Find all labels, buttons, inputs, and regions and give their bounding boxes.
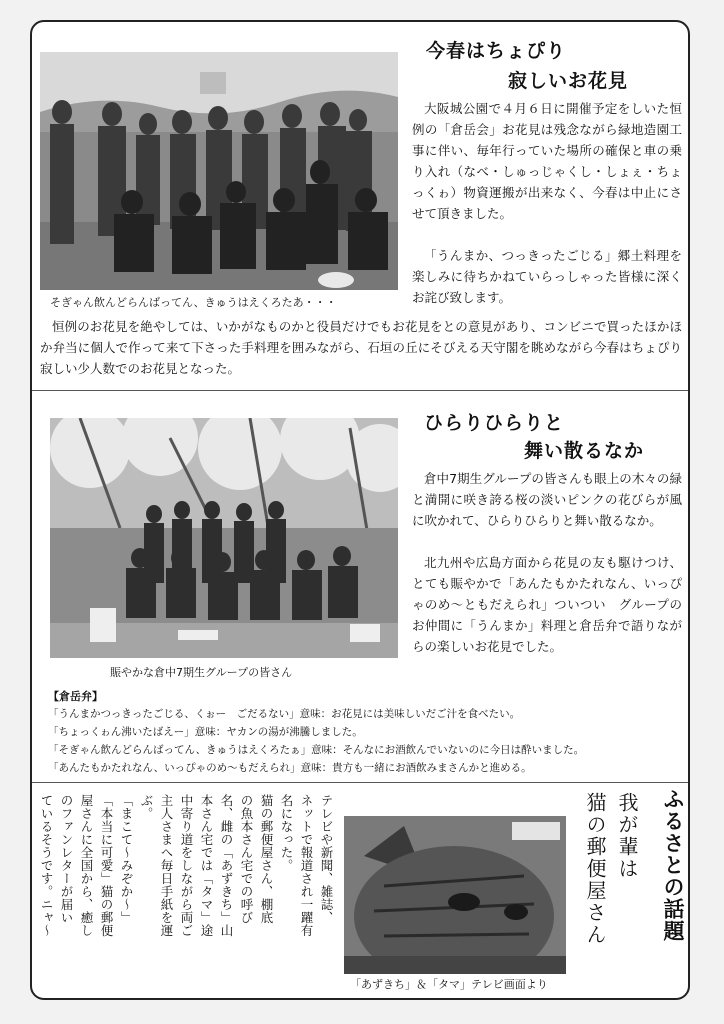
headline-line-1: 今春はちょぴり [426, 40, 567, 62]
feature-body-line: テレビや新聞、雑誌、 [319, 794, 334, 924]
glossary-line: 「そぎゃん飲んどらんばってん、きゅうはえくろたぁ」意味：そんなにお酒飲んでいないのに今日は酔いました。 [48, 744, 585, 756]
glossary-line: 「うんまかつっきったごじる、くぉー ごだるない」意味：お花見には美味しいだご汁を食べたい。 [48, 708, 521, 720]
feature-body-line: 猫の郵便屋さん、棚底 [259, 794, 274, 924]
feature-title-line-2: 猫の郵便屋さん [583, 792, 607, 946]
group-photo-osaka-castle [40, 52, 398, 290]
headline-line-2: 舞い散るなか [524, 440, 645, 462]
feature-body-line: 名、雌の「あずきち」山 [219, 794, 234, 937]
feature-body-line: の魚本さん宅での呼び [239, 794, 254, 924]
headline-line-1: ひらりひらりと [424, 412, 565, 434]
section-furusato [32, 782, 688, 1000]
photo-caption: 「あずきち」＆「タマ」テレビ画面より [350, 978, 548, 991]
feature-body-line: 中寄り道をしながら両ご [179, 794, 194, 937]
feature-body-line: 主人さまへ毎日手紙を運 [159, 794, 174, 937]
section-sakura [32, 392, 688, 780]
feature-body-line: 名になった。 [279, 794, 294, 872]
article-paragraph: 「うんまか、つっきったごじる」郷土料理を楽しみに待ちかねていらっしゃった皆様に深くお詫び致します。 [412, 248, 682, 305]
article-paragraph: 倉中7期生グループの皆さんも眼上の木々の緑と満開に咲き誇る桜の淡いピンクの花びらが風に吹かれて、ひらりひらりと舞い散るなか。 [412, 471, 682, 528]
newsletter-page [30, 20, 690, 1000]
cat-photo [344, 816, 566, 974]
group-photo-sakura [50, 418, 398, 658]
feature-body-line: 本さん宅では「タマ」途 [199, 794, 214, 937]
glossary-title: 【倉岳弁】 [48, 690, 103, 703]
section-ohanami [32, 22, 688, 390]
feature-body-line: のファンレターが届い [59, 794, 74, 924]
feature-body-line: 屋さんに全国から、癒し [79, 794, 94, 937]
glossary-line: 「あんたもかたれなん、いっぴゃのめ～もだえられ」意味：貴方も一緒にお酒飲みまさんかと進める。 [48, 762, 532, 774]
section-divider [32, 390, 688, 391]
article-paragraph: 大阪城公園で４月６日に開催予定をしいた恒例の「倉岳会」お花見は残念ながら緑地造園工事に伴い、毎年行っていた場所の確保と車の乗り入れ（なべ・しゅっじゃくし・しょぇ・ちょっくゎ）物資運搬が出来なく、今春は中止にさせて頂きました。 [412, 101, 682, 221]
feature-body-line: 「まこて～みぞか～」 [119, 794, 134, 924]
glossary-line: 「ちょっくゎん沸いたばえー」意味：ヤカンの湯が沸騰しました。 [48, 726, 363, 738]
feature-title-line-1: 我が輩は [615, 792, 639, 880]
article-paragraph: 恒例のお花見を絶やしては、いかがなものかと役員だけでもお花見をとの意見があり、コンビニで買ったほかほか弁当に個人で作って来て下さった手料理を囲みながら、石垣の丘にそびえる天守閣を眺めながら今春はちょぴり寂しい少人数でのお花見となった。 [40, 319, 682, 376]
section-heading: ふるさとの話題 [661, 788, 685, 942]
feature-body-line: 「本当に可愛」猫の郵便 [99, 794, 114, 937]
feature-body-line: ネットで報道され一躍有 [299, 794, 314, 937]
photo-caption: 賑やかな倉中7期生グループの皆さん [110, 666, 293, 679]
feature-body-line: ぶ。 [139, 794, 154, 820]
article-paragraph: 北九州や広島方面から花見の友も駆けつけ、とても賑やかで「あんたもかたれなん、いっぴゃのめ～ともだえられ」ついつい グループのお仲間に「うんまか」料理と倉岳弁で語りながらの楽しいお花見でした。 [412, 555, 682, 654]
feature-body-line: ているそうです。ニャ～ [39, 794, 54, 937]
photo-caption: そぎゃん飲んどらんばってん、きゅうはえくろたあ・・・ [50, 296, 337, 309]
headline-line-2: 寂しいお花見 [508, 70, 629, 92]
